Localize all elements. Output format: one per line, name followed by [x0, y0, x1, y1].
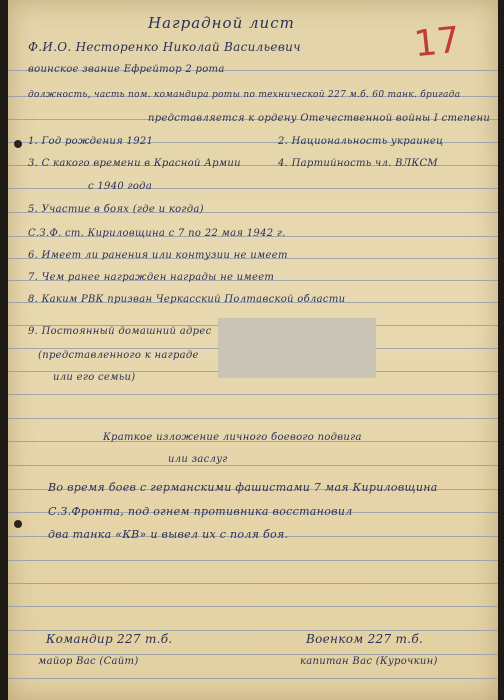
commander-left: Командир 227 т.б.: [46, 632, 173, 646]
field-battles-value: С.З.Ф. ст. Кириловщина с 7 по 22 мая 1942 г.: [28, 228, 286, 239]
punch-hole: [14, 520, 22, 528]
ruled-line: [8, 583, 498, 584]
commander-right-rank: капитан Вас (Курочкин): [300, 656, 438, 667]
field-party: 4. Партийность чл. ВЛКСМ: [278, 158, 438, 169]
summary-heading: Краткое изложение личного боевого подвига: [103, 432, 362, 443]
field-army-since: 3. С какого времени в Красной Армии: [28, 158, 241, 169]
ruled-line: [8, 678, 498, 679]
summary-line-3: два танка «КВ» и вывел их с поля боя.: [48, 528, 289, 541]
military-rank-line: воинское звание Ефрейтор 2 рота: [28, 64, 225, 75]
ruled-line: [8, 418, 498, 419]
field-draft-office: 8. Каким РВК призван Черкасский Полтавской области: [28, 294, 346, 305]
ruled-line: [8, 654, 498, 655]
document-title: Наградной лист: [148, 14, 295, 32]
ruled-line: [8, 188, 498, 189]
summary-line-2: С.З.Фронта, под огнем противника восстановил: [48, 505, 353, 518]
award-sheet: [8, 0, 498, 700]
field-home-address: 9. Постоянный домашний адрес: [28, 326, 212, 337]
field-home-address-note: (представленного к награде: [38, 350, 199, 361]
field-battles: 5. Участие в боях (где и когда): [28, 204, 204, 215]
field-birth-year: 1. Год рождения 1921: [28, 136, 154, 147]
field-prior-awards: 7. Чем ранее награжден награды не имеет: [28, 272, 275, 283]
commander-right: Военком 227 т.б.: [306, 632, 424, 646]
field-nationality: 2. Национальность украинец: [278, 136, 444, 147]
field-army-since-value: с 1940 года: [88, 181, 153, 192]
nomination-line: представляется к ордену Отечественной войны I степени: [148, 113, 491, 124]
full-name-line: Ф.И.О. Несторенко Николай Васильевич: [28, 40, 301, 54]
ruled-line: [8, 465, 498, 466]
redacted-address-block: [218, 318, 376, 378]
summary-heading-2: или заслуг: [168, 454, 228, 465]
summary-line-1: Во время боев с германскими фашистами 7 мая Кириловщина: [48, 481, 438, 494]
ruled-line: [8, 630, 498, 631]
punch-hole: [14, 140, 22, 148]
position-line: должность, часть пом. командира роты по технической 227 м.б. 60 танк. бригада: [28, 90, 461, 100]
ruled-line: [8, 606, 498, 607]
ruled-line: [8, 394, 498, 395]
ruled-line: [8, 560, 498, 561]
field-home-address-note-2: или его семьи): [53, 372, 136, 383]
field-wounds: 6. Имеет ли ранения или контузии не имеет: [28, 250, 288, 261]
commander-left-rank: майор Вас (Сайт): [38, 656, 139, 667]
sheet-number: 17: [411, 19, 462, 66]
